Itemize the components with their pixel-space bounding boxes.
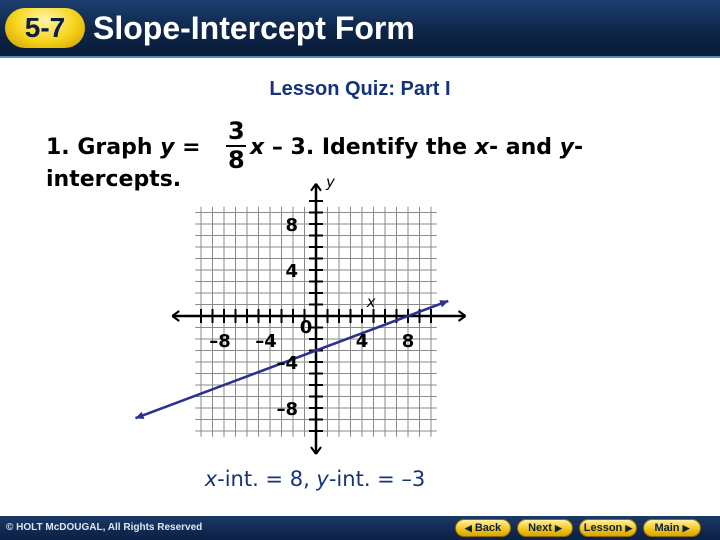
- question-equals: =: [174, 135, 201, 160]
- lesson-button-label: Lesson: [583, 522, 623, 534]
- answer-y-var: y: [316, 467, 329, 491]
- lesson-arrow-icon: ▶: [625, 523, 633, 533]
- x-tick-label: 8: [401, 331, 415, 352]
- answer-y-text: -int. = –3: [328, 467, 426, 491]
- next-arrow-icon: ▶: [554, 523, 562, 533]
- answer-x-text: -int. = 8,: [217, 467, 317, 491]
- next-button-label: Next: [528, 522, 552, 534]
- question-and: - and: [488, 135, 560, 160]
- lesson-title: Slope-Intercept Form: [93, 10, 415, 46]
- lesson-number-badge: 5-7: [5, 8, 85, 48]
- y-tick-label: 8: [285, 215, 298, 236]
- answer-x-var: x: [204, 467, 218, 491]
- question-dash: -: [574, 135, 584, 160]
- back-arrow-icon: ◀: [464, 523, 472, 533]
- question-y-var: y: [160, 135, 175, 160]
- y-tick-label: 4: [285, 261, 298, 282]
- question-y-word: y: [559, 135, 575, 160]
- y-tick-label: –8: [276, 399, 298, 420]
- y-axis-label: y: [326, 173, 335, 192]
- x-tick-label: –8: [209, 331, 231, 352]
- question-prefix: 1. Graph: [46, 135, 161, 160]
- main-button-label: Main: [654, 522, 680, 534]
- footer-bar: [0, 516, 720, 540]
- fraction-numerator: 3: [228, 117, 245, 145]
- question-middle: – 3. Identify the: [264, 135, 475, 160]
- copyright-notice: © HOLT McDOUGAL, All Rights Reserved: [6, 522, 203, 533]
- quiz-subtitle: Lesson Quiz: Part I: [269, 78, 451, 100]
- origin-label: 0: [299, 317, 313, 338]
- back-button[interactable]: [455, 519, 511, 537]
- x-axis-label: x: [366, 293, 376, 311]
- main-button[interactable]: [643, 519, 701, 537]
- answer-text: [0, 467, 630, 491]
- x-tick-label: 4: [355, 331, 369, 352]
- y-tick-label: –4: [276, 353, 298, 374]
- fraction-denominator: 8: [228, 146, 245, 174]
- question-x-var: x: [250, 135, 265, 160]
- question-x-word: x: [474, 135, 489, 160]
- lesson-button[interactable]: [579, 519, 637, 537]
- next-button[interactable]: [517, 519, 573, 537]
- x-tick-label: –4: [255, 331, 277, 352]
- main-arrow-icon: ▶: [682, 523, 690, 533]
- question-line-2: intercepts.: [46, 167, 182, 192]
- back-button-label: Back: [474, 522, 502, 534]
